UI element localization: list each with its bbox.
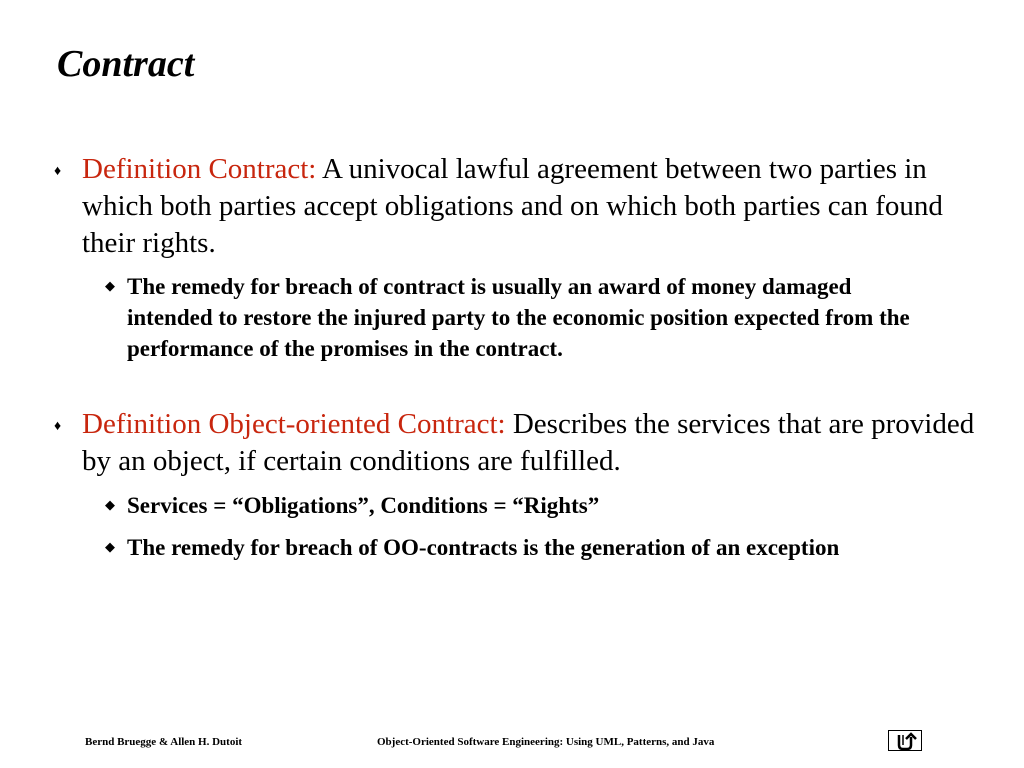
footer-authors: Bernd Bruegge & Allen H. Dutoit: [85, 736, 243, 748]
slide-title: Contract: [57, 43, 195, 85]
subbullet-text: The remedy for breach of OO-contracts is the generation of an exception: [127, 535, 840, 560]
return-arrow-icon[interactable]: [888, 730, 922, 751]
subbullet-item: [105, 271, 927, 364]
diamond-subbullet-icon: ◆: [105, 539, 115, 554]
definition-text: Describes the services that are provided by an object, if certain conditions are fulfilled.: [82, 408, 975, 477]
bullet-item: [54, 151, 997, 262]
definition-term: Definition Object-oriented Contract:: [82, 408, 506, 440]
subbullet-item: [105, 532, 927, 563]
definition-term: Definition Contract:: [82, 153, 317, 185]
definition-text: A univocal lawful agreement between two parties in which both parties accept obligations and on which both parties can found their rights.: [82, 153, 943, 259]
subbullet-text: The remedy for breach of contract is usually an award of money damaged intended to restore the injured party to the economic position expected from the performance of the promises in the contract.: [127, 274, 910, 361]
diamond-subbullet-icon: ◆: [105, 278, 115, 293]
subbullet-text: Services = “Obligations”, Conditions = “Rights”: [127, 493, 600, 518]
diamond-subbullet-icon: ◆: [105, 497, 115, 512]
subbullet-item: [105, 490, 927, 521]
bullet-item: [54, 406, 997, 480]
diamond-bullet-icon: ♦: [54, 419, 62, 434]
diamond-bullet-icon: ♦: [54, 164, 62, 179]
footer-book-title: Object-Oriented Software Engineering: Using UML, Patterns, and Java: [377, 736, 715, 748]
